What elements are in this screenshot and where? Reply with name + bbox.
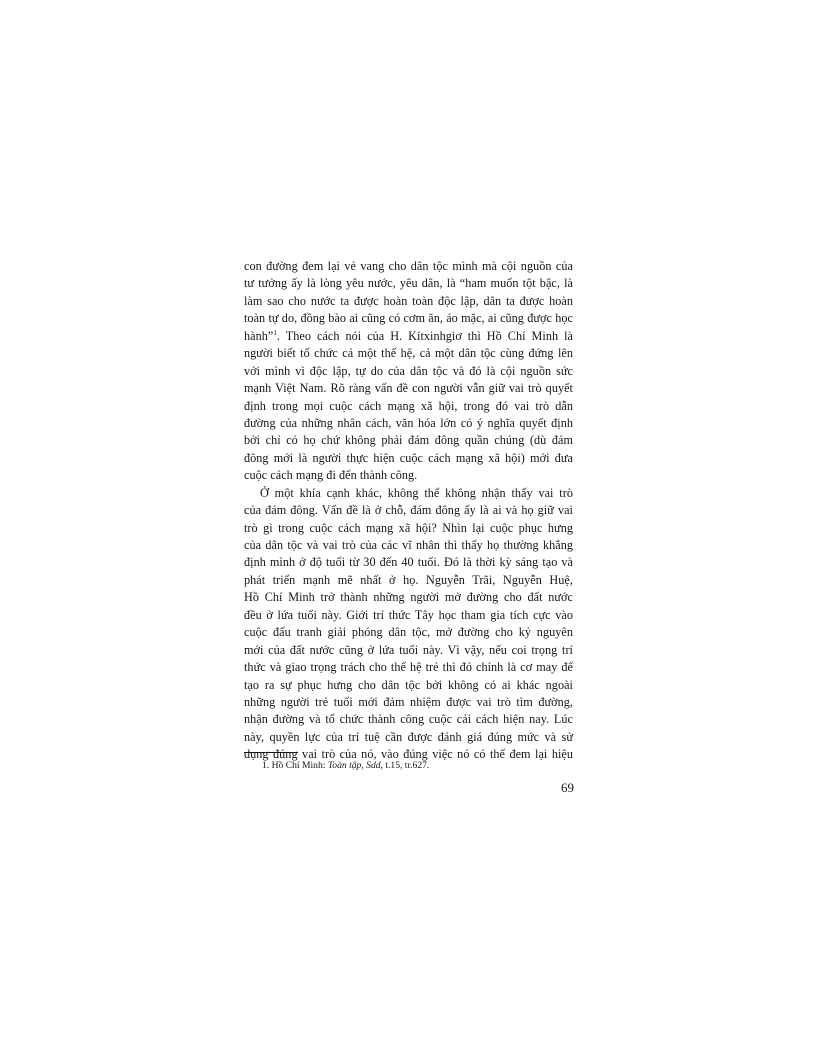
text-line: toàn tự do, đồng bào ai cũng có cơm ăn, áo mặc, ai cũng được học <box>244 311 573 326</box>
text-line: định trong mọi cuộc cách mạng xã hội, trong đó vai trò dẫn <box>244 398 573 413</box>
text-line: đông mới là người thực hiện cuộc cách mạng xã hội) mới đưa <box>244 450 573 465</box>
text-line: mạnh Việt Nam. Rõ ràng vấn đề con người vẫn giữ vai trò quyết <box>244 381 573 396</box>
footnote-marker[interactable]: 1 <box>273 328 277 337</box>
text-line: tạo ra sự phục hưng cho dân tộc bởi không có ai khác ngoài <box>244 677 573 692</box>
text-line: của dân tộc và vai trò của các vĩ nhân thì thấy họ thường khẳng <box>244 538 573 552</box>
text-line: thức và giao trọng trách cho thế hệ trẻ thì đó chính là cơ may để <box>244 660 573 675</box>
page-body <box>244 258 573 764</box>
page-number: 69 <box>561 780 574 795</box>
text-line: làm sao cho nước ta được hoàn toàn độc lập, dân ta được hoàn <box>244 293 573 308</box>
text-line: đều ở lứa tuổi này. Giới trí thức Tây học tham gia tích cực vào <box>244 607 573 622</box>
text-line: này, quyền lực của trí tuệ cần được đánh giá đúng mức và sử <box>244 729 573 744</box>
footnote-suffix: t.15, tr.627. <box>382 760 430 771</box>
text-line: mới của đất nước cũng ở lứa tuổi này. Vì vậy, nếu coi trọng trí <box>244 642 573 657</box>
text-segment: . Theo cách nói của H. Kítxinhgiơ thì Hồ Chí Minh là <box>276 328 573 343</box>
footnote-title: Toàn tập, Sdd, <box>327 760 383 771</box>
text-line: đường của những nhân cách, văn hóa lớn có ý nghĩa quyết định <box>244 415 573 430</box>
text-line: cuộc đấu tranh giải phóng dân tộc, mở đường cho kỷ nguyên <box>244 625 573 640</box>
text-line: với mình vì độc lập, tự do của dân tộc và đó là cội nguồn sức <box>244 363 573 378</box>
text-line <box>244 328 573 345</box>
text-line: những người trẻ tuổi mới đảm nhiệm được vai trò tìm đường, <box>244 694 573 709</box>
text-line: người biết tổ chức cả một thế hệ, cả một dân tộc cùng đứng lên <box>244 346 573 361</box>
text-line: Hồ Chí Minh trở thành những người mở đường cho đất nước <box>244 590 573 605</box>
footnote-prefix: 1. Hồ Chí Minh: <box>262 760 328 771</box>
paragraph-2 <box>244 485 573 764</box>
text-line: phát triển mạnh mẽ nhất ở họ. Nguyễn Trãi, Nguyễn Huệ, <box>244 572 573 587</box>
text-line: cuộc cách mạng đi đến thành công. <box>244 468 418 483</box>
text-line: định mình ở độ tuổi từ 30 đến 40 tuổi. Đó là thời kỳ sáng tạo và <box>244 555 573 570</box>
text-line: tư tưởng ấy là lòng yêu nước, yêu dân, là “ham muốn tột bậc, là <box>244 276 573 291</box>
text-line: Ở một khía cạnh khác, không thể không nhận thấy vai trò <box>260 485 573 500</box>
text-line: của đám đông. Vấn đề là ở chỗ, đám đông ấy là ai và họ giữ vai <box>244 503 573 518</box>
text-segment: hành” <box>244 328 274 343</box>
text-line: bởi chỉ có họ chứ không phải đám đông quần chúng (dù đám <box>244 433 573 448</box>
text-line: con đường đem lại vẻ vang cho dân tộc mình mà cội nguồn của <box>244 259 573 273</box>
text-line: nhận đường và tổ chức thành công cuộc cải cách hiện nay. Lúc <box>244 712 573 727</box>
text-line: trò gì trong cuộc cách mạng xã hội? Nhìn lại cuộc phục hưng <box>244 520 573 535</box>
footnote <box>262 760 429 772</box>
footnote-divider <box>244 752 298 753</box>
text-line: dụng đúng vai trò của nó, vào đúng việc nó có thể đem lại hiệu <box>244 747 573 762</box>
paragraph-1 <box>244 258 573 485</box>
